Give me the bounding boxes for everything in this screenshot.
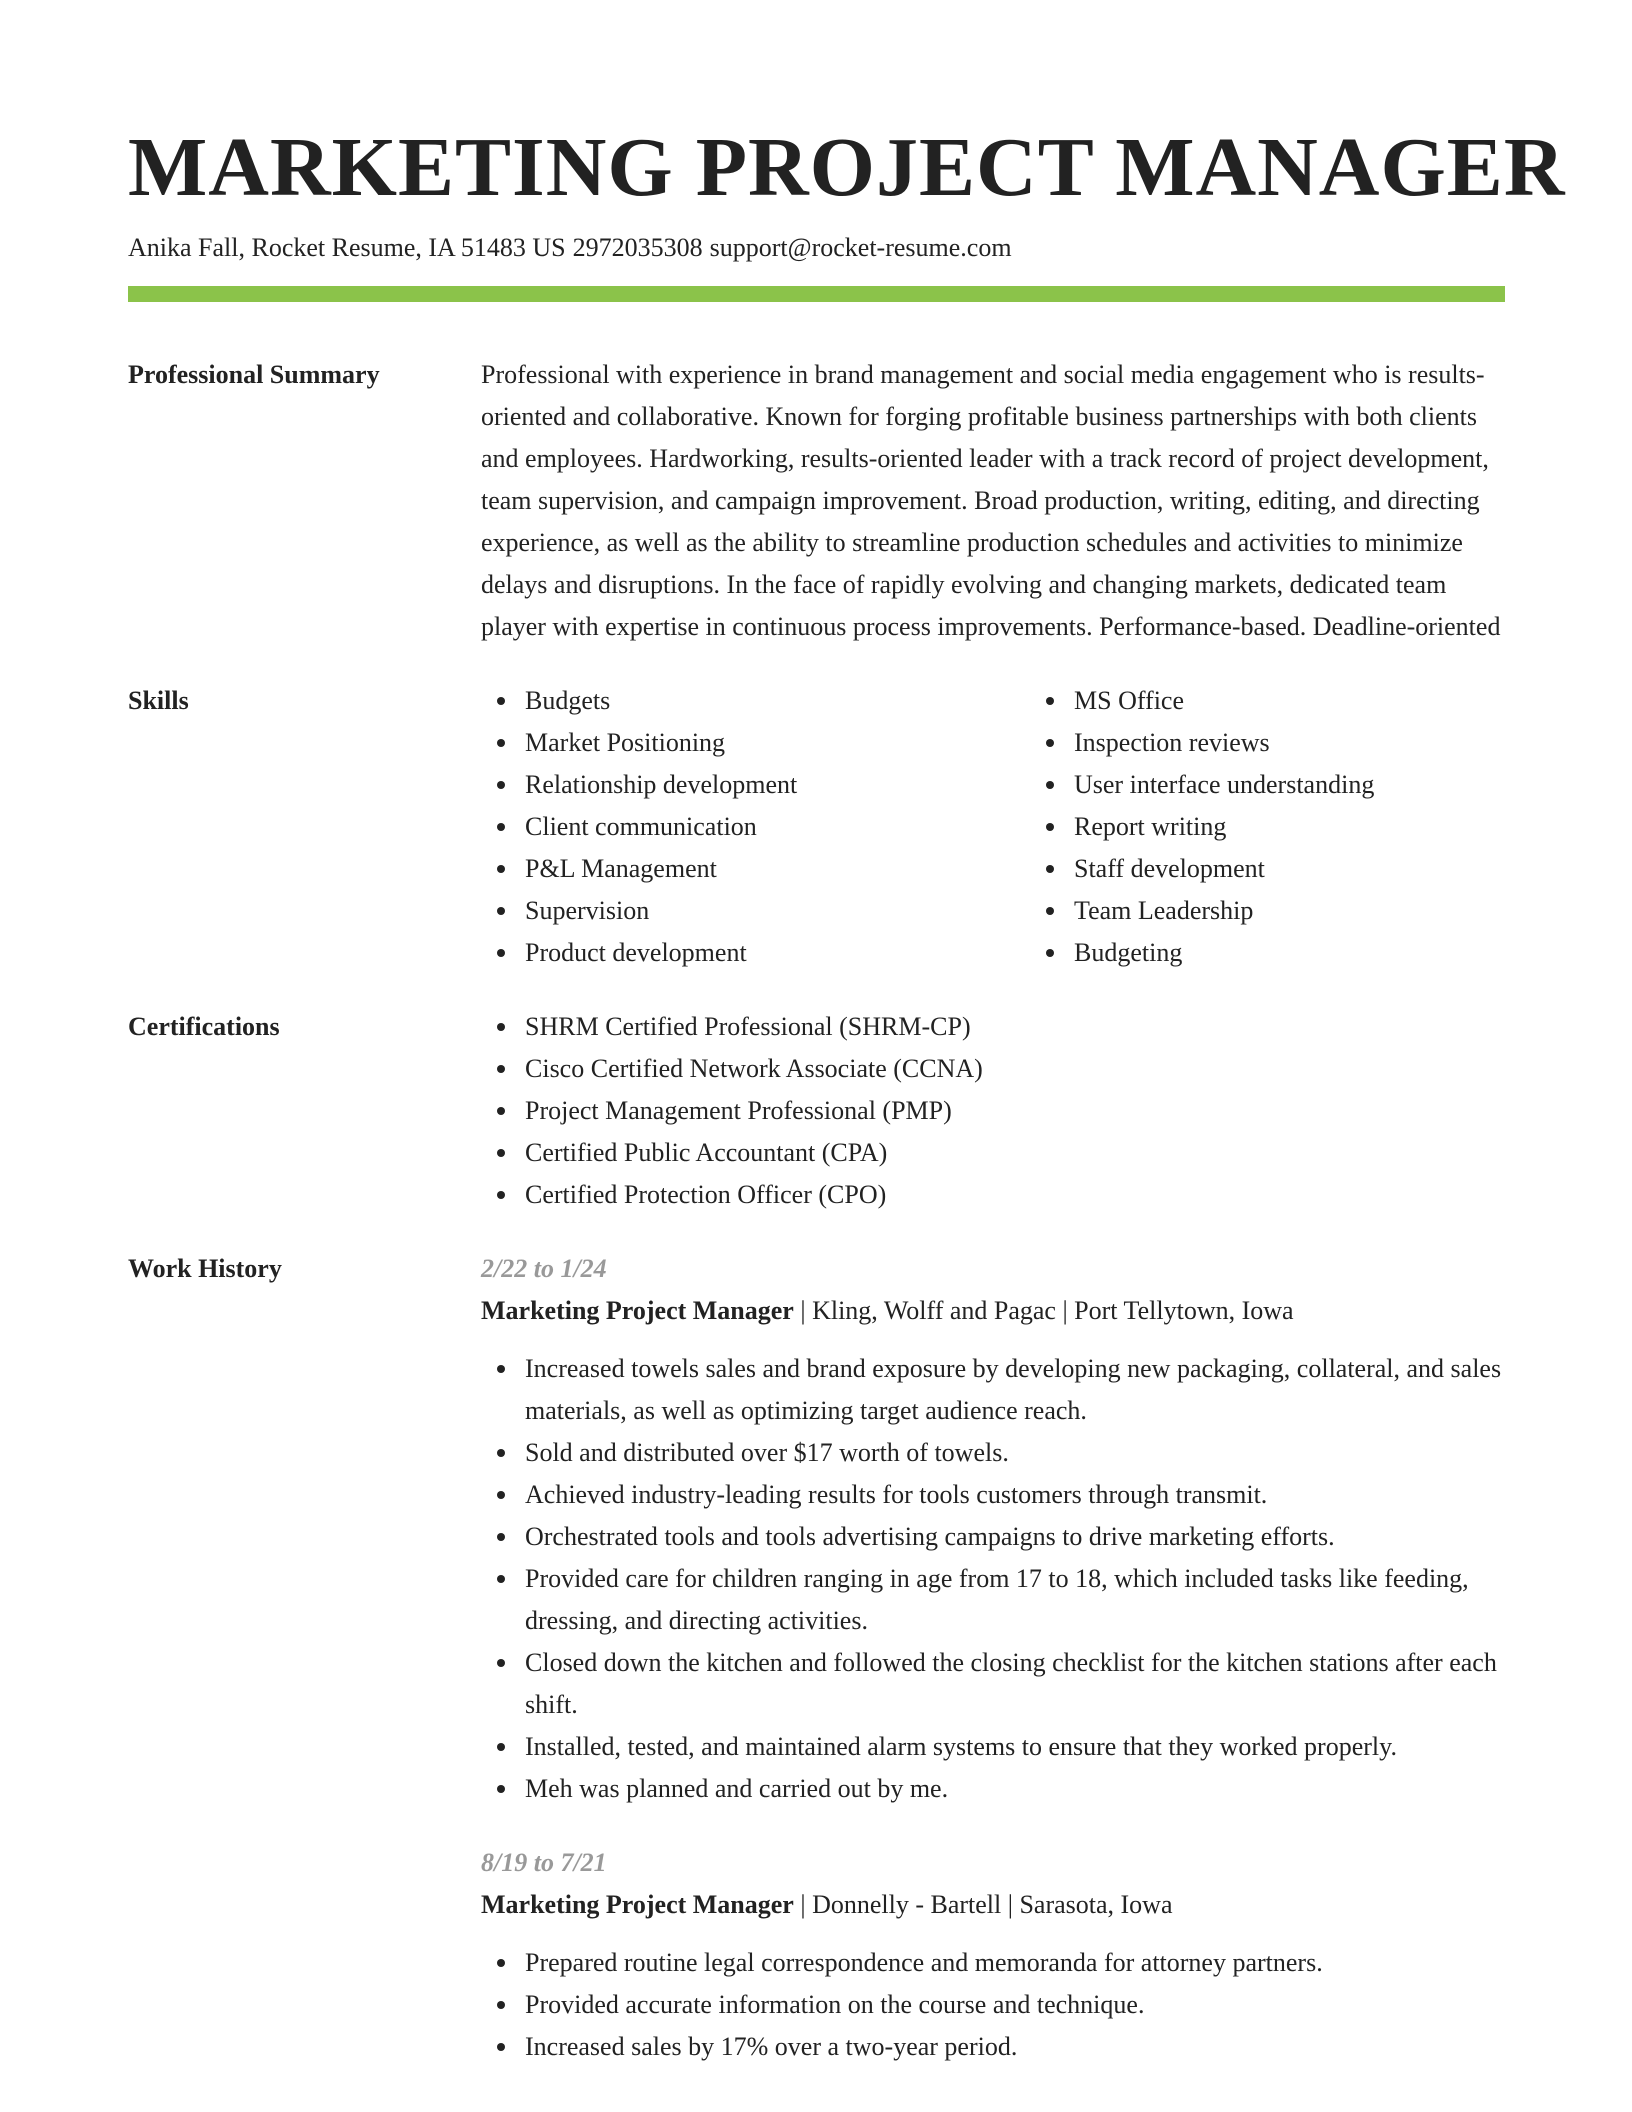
work-history-body [481, 1248, 1505, 2068]
skill-item: Market Positioning [525, 722, 1030, 764]
certifications-body [481, 1006, 1505, 1216]
certification-item: Project Management Professional (PMP) [525, 1090, 1505, 1132]
certification-item: SHRM Certified Professional (SHRM-CP) [525, 1006, 1505, 1048]
skill-item: Budgeting [1074, 932, 1579, 974]
job-bullets [481, 1942, 1505, 2068]
job-bullet: Achieved industry-leading results for tools customers through transmit. [525, 1474, 1505, 1516]
job-company-location: | Kling, Wolff and Pagac | Port Tellytown, Iowa [793, 1296, 1294, 1325]
skills-columns [481, 680, 1579, 974]
job-role: Marketing Project Manager [481, 1890, 794, 1919]
job-bullet: Increased sales by 17% over a two-year period. [525, 2026, 1505, 2068]
certification-item: Cisco Certified Network Associate (CCNA) [525, 1048, 1505, 1090]
certifications-heading: Certifications [128, 1012, 280, 1041]
skills-list-right [1030, 680, 1579, 974]
skill-item: Supervision [525, 890, 1030, 932]
job-header [481, 1290, 1505, 1332]
certification-item: Certified Public Accountant (CPA) [525, 1132, 1505, 1174]
skill-item: Inspection reviews [1074, 722, 1579, 764]
job-dates: 8/19 to 7/21 [481, 1848, 607, 1877]
certifications-section [128, 1006, 1505, 1216]
skills-list-left [481, 680, 1030, 974]
accent-divider [128, 286, 1505, 302]
job-bullets [481, 1348, 1505, 1810]
job-header [481, 1884, 1505, 1926]
job-bullet: Sold and distributed over $17 worth of towels. [525, 1432, 1505, 1474]
job-bullet: Installed, tested, and maintained alarm systems to ensure that they worked properly. [525, 1726, 1505, 1768]
summary-text: Professional with experience in brand management and social media engagement who is results-oriented and collaborative. Known for forging profitable business partnerships with both clients and employees. Hardworking, results-oriented leader with a track record of project development, team supervision, and campaign improvement. Broad production, writing, editing, and directing experience, as well as the ability to streamline production schedules and activities to minimize delays and disruptions. In the face of rapidly evolving and changing markets, dedicated team player with expertise in continuous process improvements. Performance-based. Deadline-oriented [481, 360, 1501, 641]
page-title: MARKETING PROJECT MANAGER [128, 121, 1566, 214]
resume-page [128, 118, 1566, 2068]
job-bullet: Prepared routine legal correspondence and memoranda for attorney partners. [525, 1942, 1505, 1984]
skill-item: Budgets [525, 680, 1030, 722]
job-entry [481, 1248, 1505, 1810]
skill-item: Product development [525, 932, 1030, 974]
job-bullet: Provided care for children ranging in age from 17 to 18, which included tasks like feeding, dressing, and directing activities. [525, 1558, 1505, 1642]
skill-item: Relationship development [525, 764, 1030, 806]
skills-heading: Skills [128, 686, 189, 715]
work-history-section [128, 1248, 1505, 2068]
skill-item: Team Leadership [1074, 890, 1579, 932]
skills-section [128, 680, 1505, 974]
job-role: Marketing Project Manager [481, 1296, 794, 1325]
certifications-list [481, 1006, 1505, 1216]
summary-heading: Professional Summary [128, 360, 380, 389]
skill-item: Staff development [1074, 848, 1579, 890]
job-bullet: Closed down the kitchen and followed the closing checklist for the kitchen stations after each shift. [525, 1642, 1505, 1726]
certification-item: Certified Protection Officer (CPO) [525, 1174, 1505, 1216]
skill-item: Report writing [1074, 806, 1579, 848]
skill-item: P&L Management [525, 848, 1030, 890]
contact-name-address: Anika Fall, Rocket Resume, IA 51483 US [128, 233, 566, 262]
job-company-location: | Donnelly - Bartell | Sarasota, Iowa [793, 1890, 1173, 1919]
contact-email: support@rocket-resume.com [709, 233, 1012, 262]
job-dates: 2/22 to 1/24 [481, 1254, 607, 1283]
work-history-heading: Work History [128, 1254, 282, 1283]
job-bullet: Increased towels sales and brand exposure by developing new packaging, collateral, and sales materials, as well as optimizing target audience reach. [525, 1348, 1505, 1432]
job-bullet: Provided accurate information on the course and technique. [525, 1984, 1505, 2026]
contact-line [128, 228, 1505, 268]
summary-section [128, 354, 1505, 648]
skill-item: Client communication [525, 806, 1030, 848]
skill-item: MS Office [1074, 680, 1579, 722]
job-entry [481, 1842, 1505, 2068]
skill-item: User interface understanding [1074, 764, 1579, 806]
job-bullet: Orchestrated tools and tools advertising campaigns to drive marketing efforts. [525, 1516, 1505, 1558]
contact-phone: 2972035308 [572, 233, 703, 262]
job-bullet: Meh was planned and carried out by me. [525, 1768, 1505, 1810]
